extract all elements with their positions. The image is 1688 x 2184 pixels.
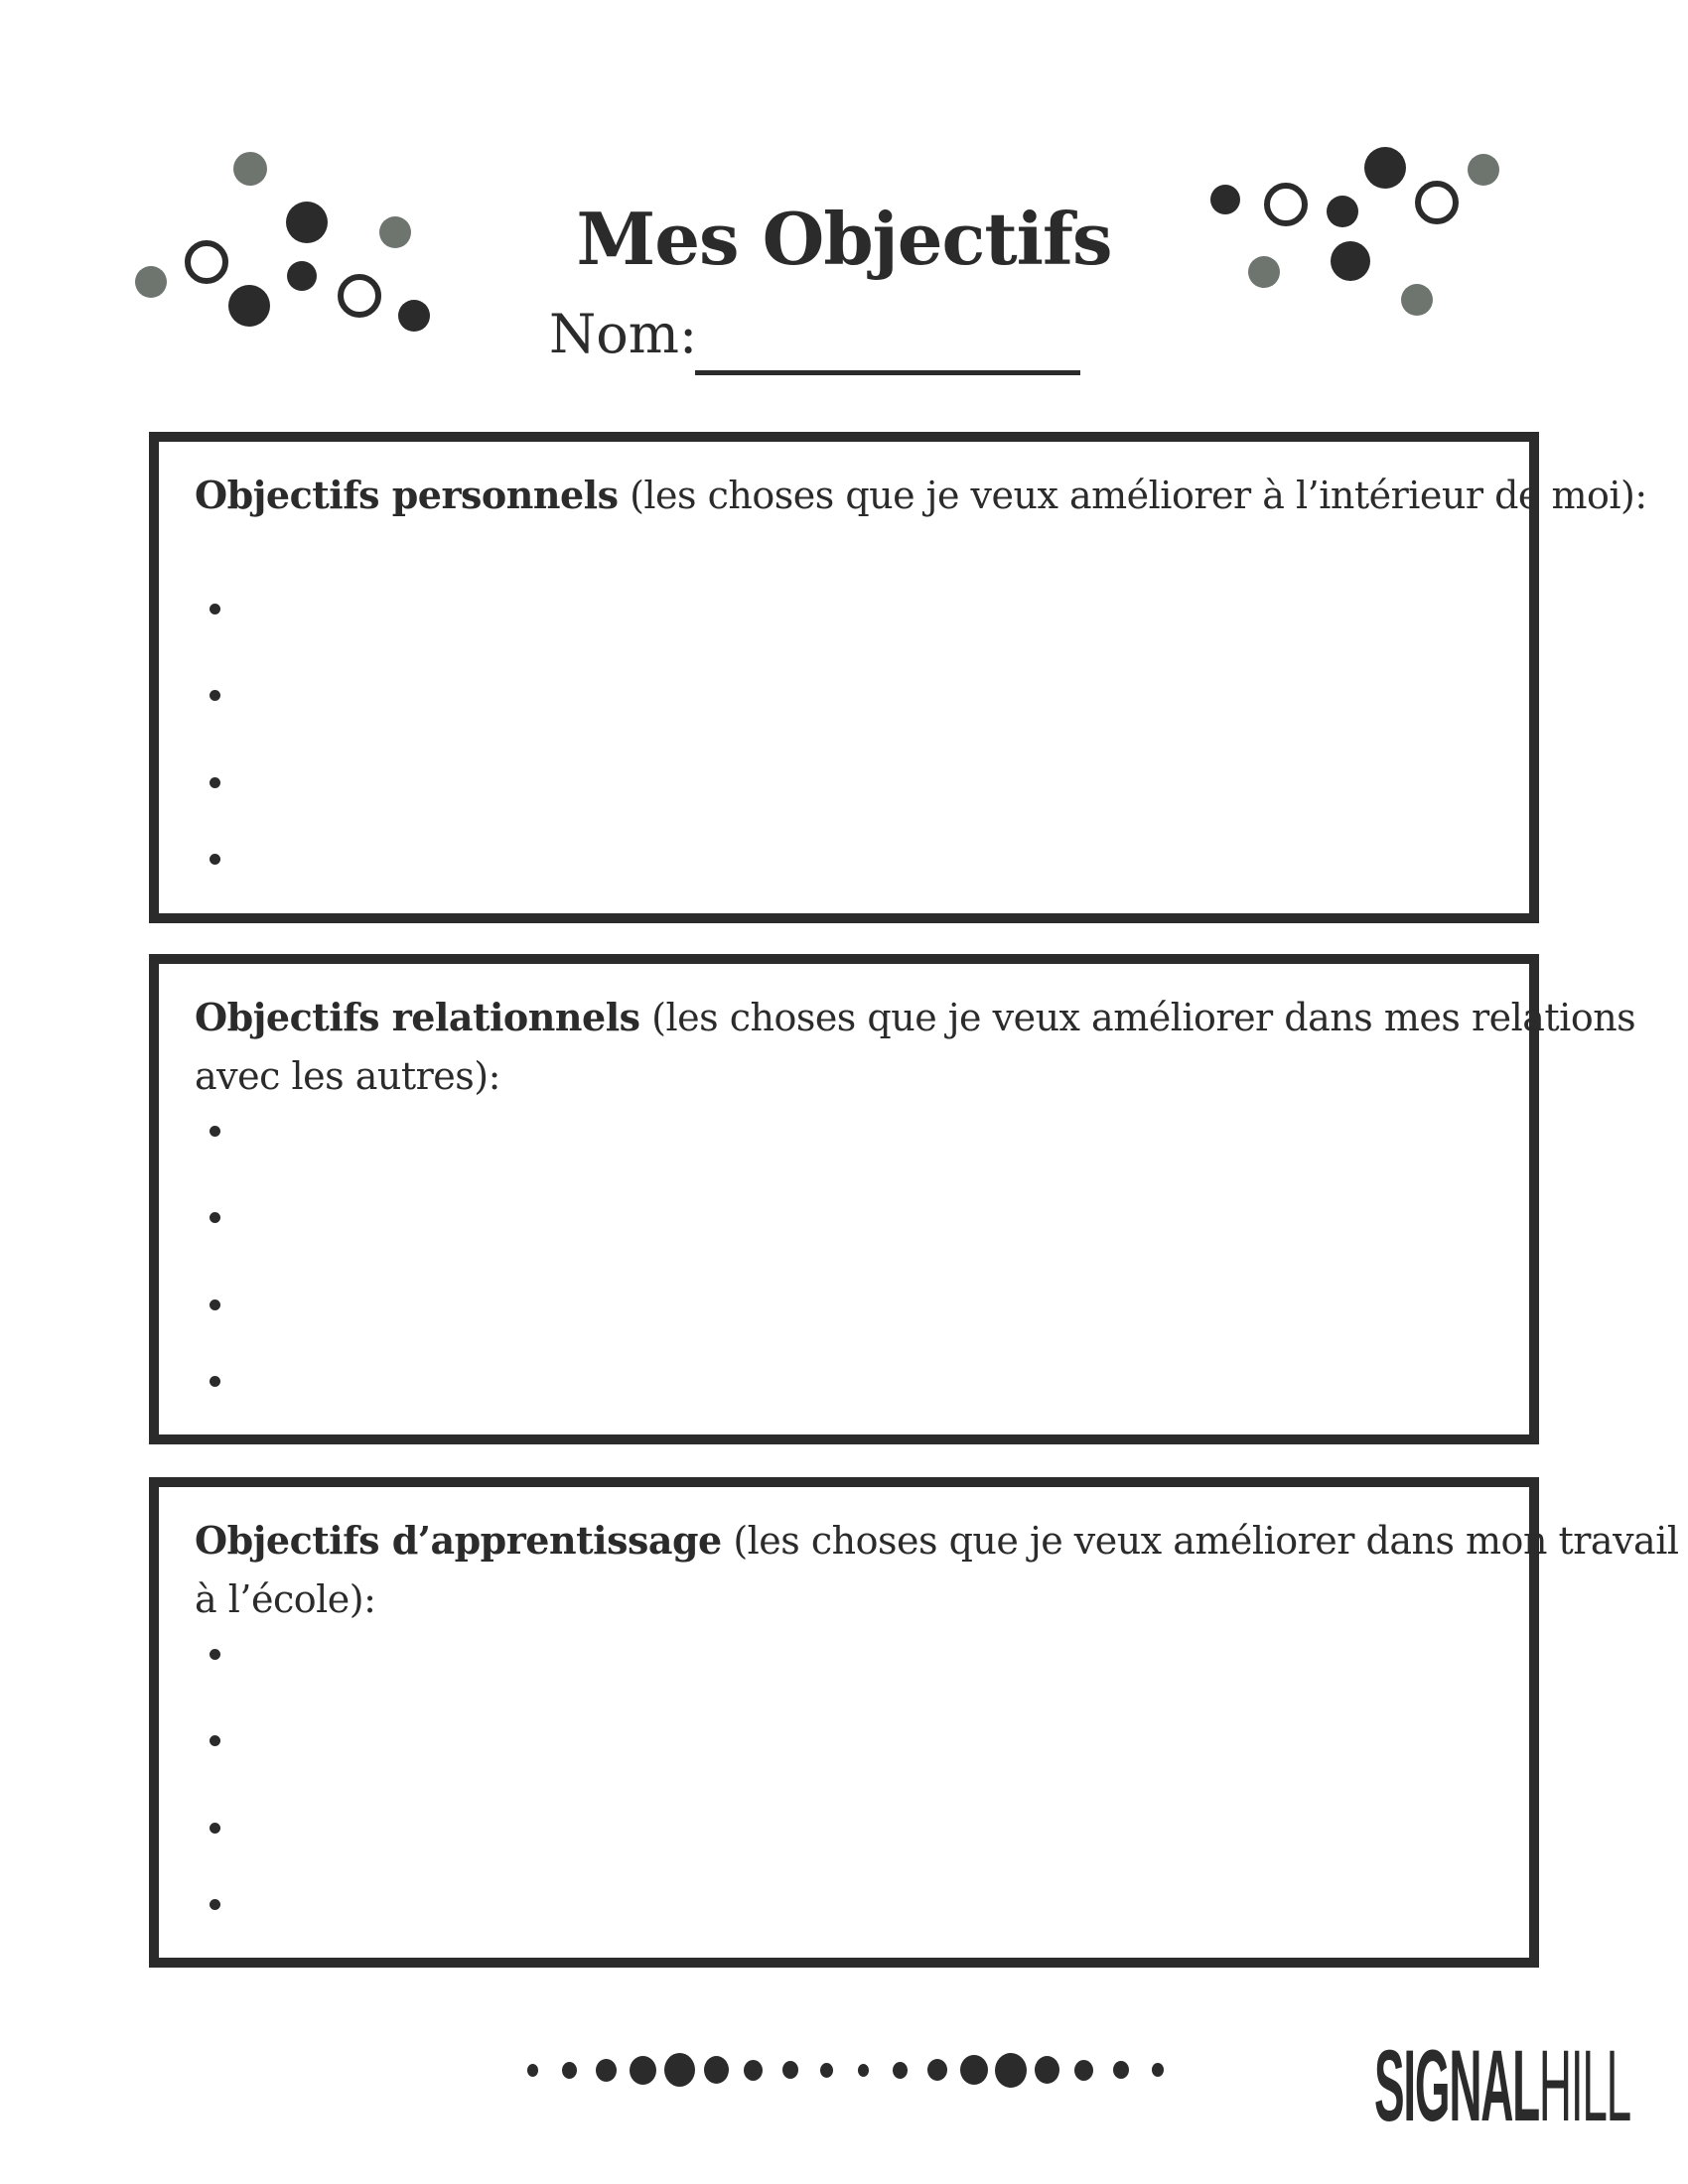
section-heading (195, 466, 1647, 525)
section-personal-goals (149, 432, 1647, 923)
section-heading-line1 (195, 1511, 1679, 1570)
bullet-point (210, 854, 220, 865)
logo-word-hill: HILL (1539, 2028, 1630, 2142)
bullet-point (210, 1376, 220, 1387)
section-learning-goals (149, 1477, 1679, 1968)
bullet-point (210, 1823, 220, 1834)
bullet-point (210, 1212, 220, 1223)
bullet-point (210, 1299, 220, 1310)
section-description: (les choses que je veux améliorer dans mes relations (651, 996, 1636, 1039)
section-title: Objectifs personnels (195, 473, 619, 517)
section-description: (les choses que je veux améliorer à l’intérieur de moi): (630, 474, 1647, 517)
bullet-point (210, 777, 220, 788)
section-heading (195, 1511, 1679, 1629)
section-heading (195, 988, 1636, 1106)
section-heading-line1 (195, 466, 1647, 525)
bullet-point (210, 1735, 220, 1746)
bullet-point (210, 604, 220, 614)
bullet-point (210, 1899, 220, 1910)
section-description: (les choses que je veux améliorer dans mon travail (733, 1519, 1679, 1563)
section-heading-line1 (195, 988, 1636, 1047)
section-title: Objectifs d’apprentissage (195, 1518, 722, 1563)
name-label: Nom: (549, 303, 698, 365)
section-title: Objectifs relationnels (195, 995, 640, 1039)
bullet-point (210, 1126, 220, 1137)
section-description-line2: à l’école): (195, 1577, 376, 1621)
section-description-line2: avec les autres): (195, 1054, 500, 1098)
bullet-point (210, 1649, 220, 1660)
bullet-point (210, 690, 220, 701)
section-relational-goals (149, 954, 1636, 1444)
name-blank-line[interactable] (695, 370, 1080, 375)
page-title: Mes Objectifs (576, 197, 1112, 281)
signalhill-logo (1374, 2027, 1630, 2143)
logo-word-signal: SIGNAL (1374, 2028, 1540, 2142)
footer-dotted-divider (514, 2051, 1176, 2089)
